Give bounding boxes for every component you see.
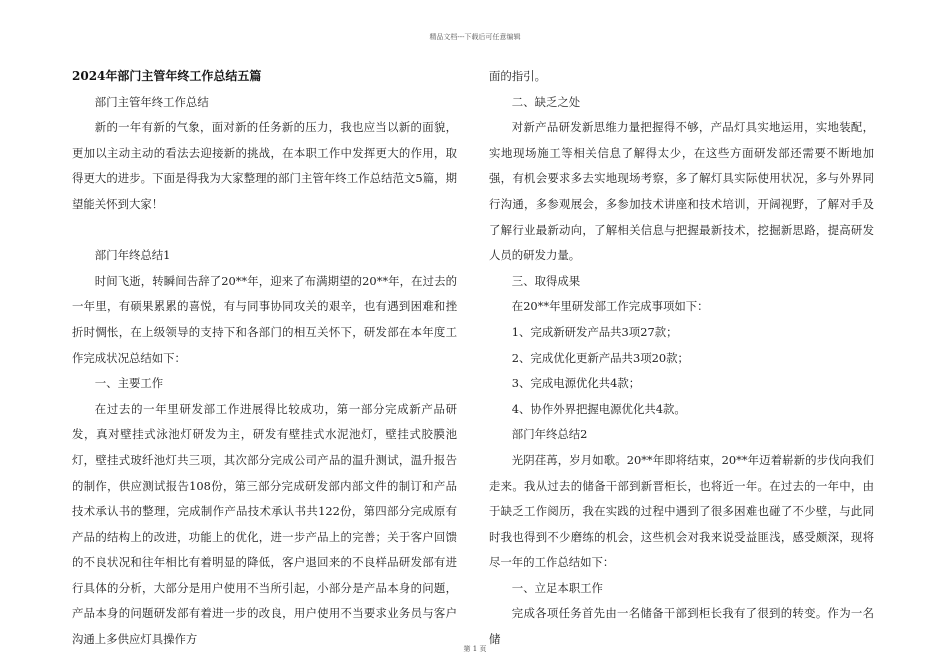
paragraph-continuation: 面的指引。 bbox=[489, 69, 546, 83]
paragraph: 完成各项任务首先由一名储备干部到柜长我有了很到的转变。作为一名储 bbox=[489, 606, 874, 647]
list-item: 4、协作外界把握电源优化共4款。 bbox=[511, 401, 686, 416]
section-heading: 部门年终总结2 bbox=[511, 427, 588, 442]
list-item: 1、完成新研发产品共3项27款； bbox=[511, 324, 678, 339]
paragraph: 新的一年有新的气象，面对新的任务新的压力，我也应当以新的面貌，更加以主动主动的看法去迎接新的挑战，在本职工作中发挥更大的作用，取得更大的进步。下面是得我为大家整理的部门主管年终工作总结范文5篇，期望能关怀到大家！ bbox=[72, 120, 457, 211]
subheading: 三、取得成果 bbox=[511, 273, 581, 288]
right-column bbox=[489, 64, 874, 653]
paragraph: 在过去的一年里研发部工作进展得比较成功，第一部分完成新产品研发，真对壁挂式泳池灯研发为主，研发有壁挂式水泥池灯，壁挂式胶膜池灯，壁挂式玻纤池灯共三项，其次部分完成公司产品的温升测试，温升报告的制作，供应测试报告108份，第三部分完成研发部内部文件的制订和产品技术承认书的整理，完成制作产品技术承认书共122份，第四部分完成原有产品的结构上的改进，功能上的优化，进一步产品上的完善；关于客户回馈的不良状况和往年相比有着明显的降低，客户退回来的不良样品研发部有进行具体的分析，大部分是用户使用不当所引起，小部分是产品本身的问题，产品本身的问题研发部有着进一步的改良，用户使用不当要求业务员与客户沟通上多供应灯具操作方 bbox=[72, 401, 457, 647]
section-heading: 部门年终总结1 bbox=[94, 248, 171, 263]
subheading: 二、缺乏之处 bbox=[511, 94, 581, 109]
left-column bbox=[72, 64, 457, 653]
subheading: 一、主要工作 bbox=[94, 376, 164, 391]
list-item: 3、完成电源优化共4款； bbox=[511, 376, 641, 391]
paragraph: 对新产品研发新思维力量把握得不够，产品灯具实地运用，实地装配，实地现场施工等相关信息了解得太少，在这些方面研发部还需要不断地加强，有机会要求多去实地现场考察，多了解灯具实际使用状况，多与外界同行沟通，多参观展会，多参加技术讲座和技术培训，开阔视野，了解对手及了解行业最新动向，了解相关信息与把握最新技术，挖掘新思路，提高研发人员的研发力量。 bbox=[489, 120, 874, 263]
subheading: 一、立足本职工作 bbox=[511, 580, 603, 595]
paragraph: 光阴荏苒，岁月如歌。20**年即将结束，20**年迈着崭新的步伐向我们走来。我从过去的储备干部到新晋柜长，也将近一年。在过去的一年中，由于缺乏工作阅历，我在实践的过程中遇到了很多困难也碰了不少壁，与此同时我也得到不少磨练的机会，这些机会对我来说受益匪浅，感受颇深，现将尽一年的工作总结如下： bbox=[489, 452, 874, 570]
paragraph: 时间飞逝，转瞬间告辞了20**年，迎来了布满期望的20**年，在过去的一年里，有硕果累累的喜悦，有与同事协同攻关的艰辛，也有遇到困难和挫折时惆怅，在上级领导的支持下和各部门的相互关怀下，研发部在本年度工作完成状况总结如下： bbox=[72, 273, 457, 365]
page-number: 第 1 页 bbox=[463, 645, 487, 653]
blank-line bbox=[72, 218, 457, 244]
page-header: 精品文档---下载后可任意编辑 bbox=[429, 33, 521, 41]
list-item: 2、完成优化更新产品共3项20款； bbox=[511, 350, 689, 365]
paragraph: 在20**年里研发部工作完成事项如下： bbox=[511, 299, 709, 314]
document-title: 2024年部门主管年终工作总结五篇 bbox=[72, 69, 262, 83]
section-heading: 部门主管年终工作总结 bbox=[94, 94, 209, 109]
